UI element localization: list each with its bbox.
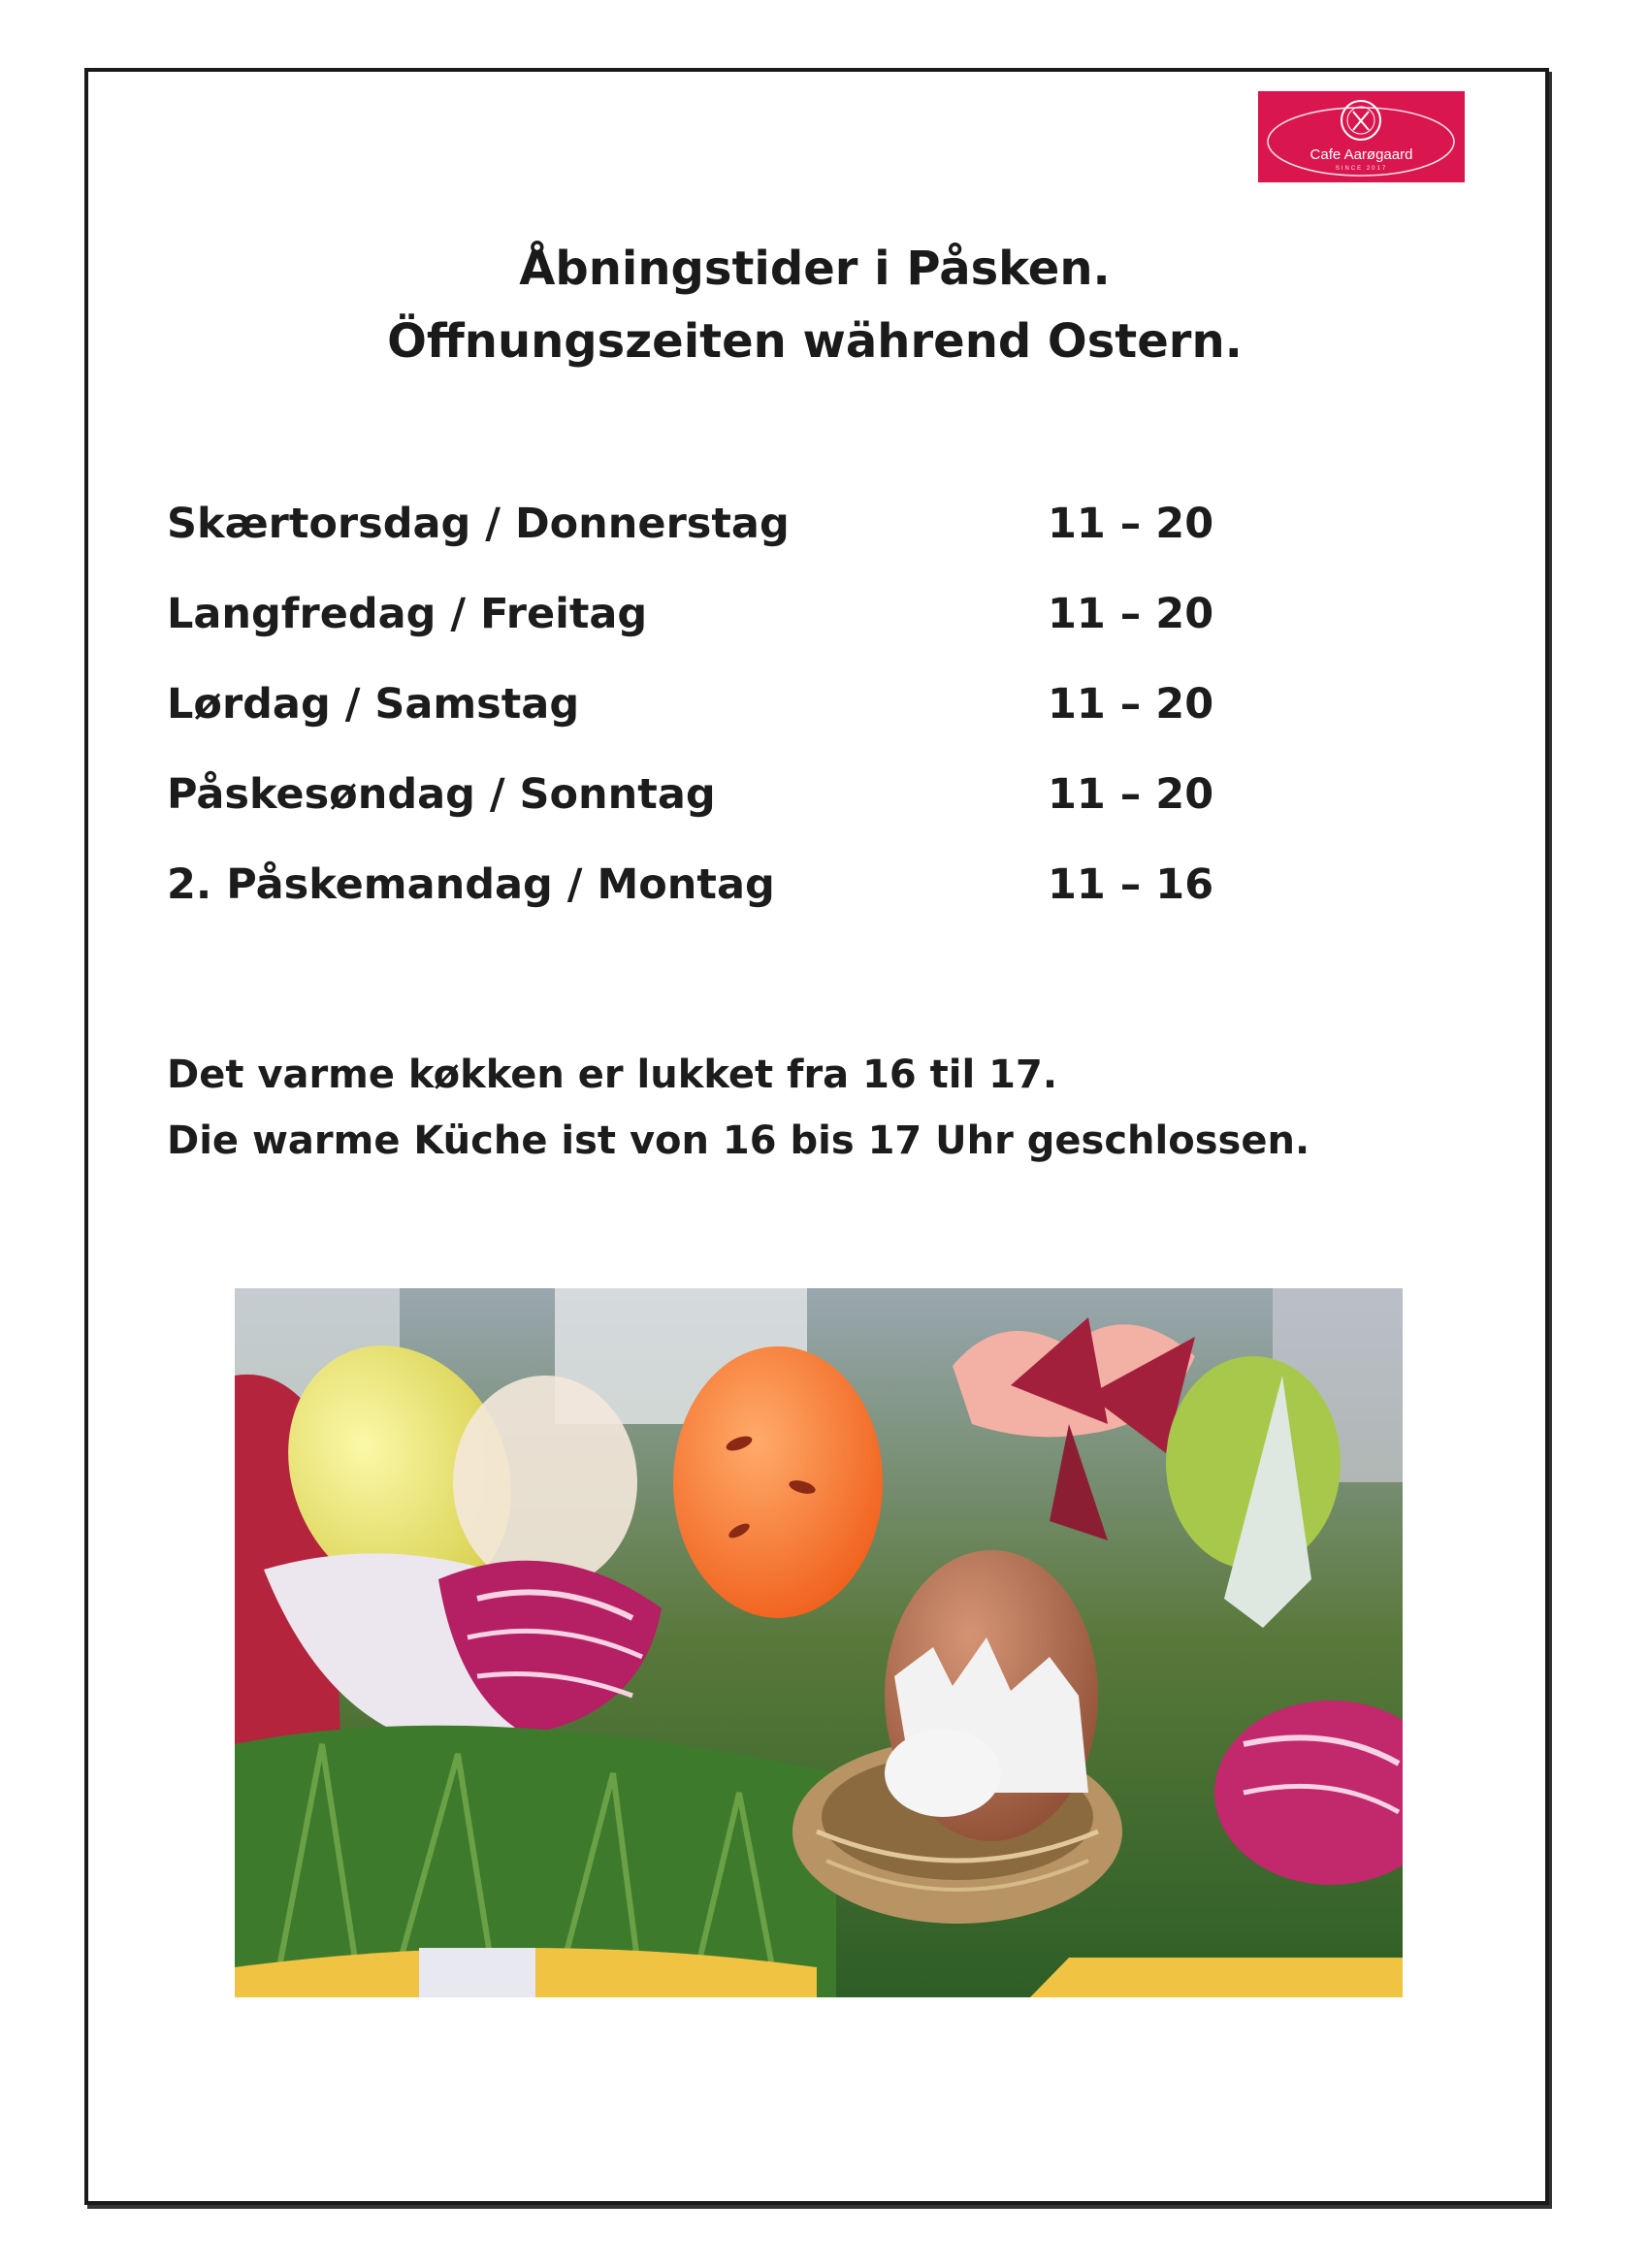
hours-row — [167, 856, 1234, 946]
hours-row — [167, 675, 1234, 765]
logo-since: SINCE 2017 — [1335, 166, 1388, 172]
kitchen-note-danish: Det varme køkken er lukket fra 16 til 17. — [167, 1053, 1058, 1097]
time-range: 11 – 20 — [1048, 680, 1214, 729]
hours-row — [167, 585, 1234, 675]
opening-hours-list — [167, 495, 1234, 946]
day-label: Påskesøndag / Sonntag — [167, 770, 716, 819]
title-danish: Åbningstider i Påsken. — [519, 242, 1111, 296]
day-label: Lørdag / Samstag — [167, 680, 580, 729]
day-label: 2. Påskemandag / Montag — [167, 860, 775, 909]
time-range: 11 – 20 — [1048, 590, 1214, 638]
time-range: 11 – 20 — [1048, 500, 1214, 548]
hours-row — [167, 765, 1234, 856]
time-range: 11 – 16 — [1048, 860, 1214, 909]
logo-name: Cafe Aarøgaard — [1310, 146, 1413, 163]
time-range: 11 – 20 — [1048, 770, 1214, 819]
title-german: Öffnungszeiten während Ostern. — [387, 314, 1243, 369]
easter-photo — [235, 1288, 1403, 1997]
day-label: Skærtorsdag / Donnerstag — [167, 500, 790, 548]
day-label: Langfredag / Freitag — [167, 590, 648, 638]
hours-row — [167, 495, 1234, 585]
cafe-logo — [1258, 91, 1465, 182]
kitchen-note-german: Die warme Küche ist von 16 bis 17 Uhr geschlossen. — [167, 1118, 1310, 1163]
